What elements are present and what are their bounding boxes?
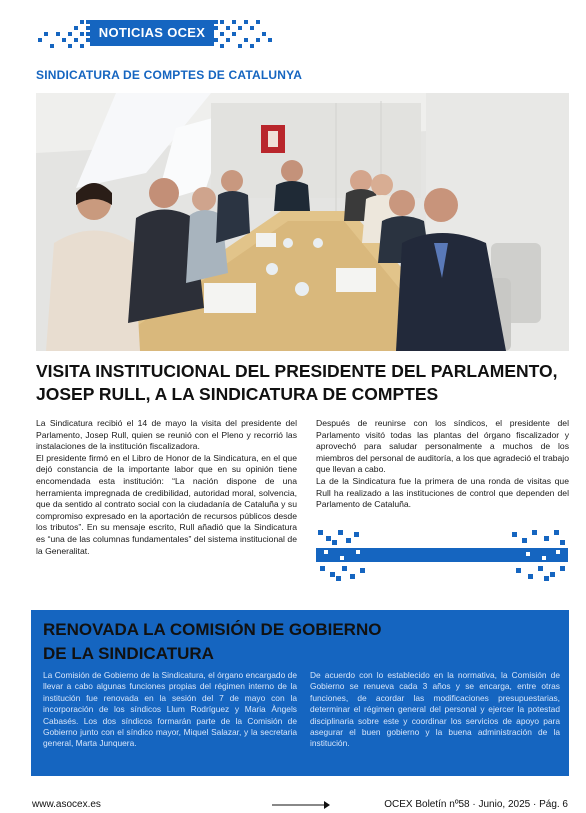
box-title-line2: DE LA SINDICATURA bbox=[43, 644, 214, 663]
arrow-right-icon bbox=[272, 799, 330, 811]
banner-label: NOTICIAS OCEX bbox=[98, 25, 206, 40]
article-headline-line2: JOSEP RULL, A LA SINDICATURA DE COMPTES bbox=[36, 384, 439, 404]
box-paragraph-right: De acuerdo con lo establecido en la normativa, la Comisión de Gobierno se renueva cada 3 años y se encarga, entre otras funciones, de acordar las modificaciones presupuestarias, determinar el régimen general del personal y ejercer la potestad disciplinaria sobre este y coordinar los servicios de apoyo para asegurar el buen gobierno y la buena administración de la institución. bbox=[310, 670, 560, 749]
pixel-decoration-band bbox=[316, 528, 568, 582]
article-column-right bbox=[316, 418, 569, 511]
article-paragraph: La Sindicatura recibió el 14 de mayo la visita del presidente del Parlamento, Josep Rull, quien se reunió con el Pleno y recorrió las instalaciones de la institución fiscalizadora. bbox=[36, 418, 297, 452]
box-title bbox=[43, 618, 543, 666]
box-title-line1: RENOVADA LA COMISIÓN DE GOBIERNO bbox=[43, 620, 382, 639]
article-column-left bbox=[36, 418, 297, 557]
article-paragraph: La de la Sindicatura fue la primera de una ronda de visitas que Rull ha realizado a las instituciones de control que dependen del Parlamento de Cataluña. bbox=[316, 475, 569, 510]
article-headline-line1: VISITA INSTITUCIONAL DEL PRESIDENTE DEL PARLAMENTO, bbox=[36, 361, 558, 381]
banner-pixel-left bbox=[34, 18, 92, 48]
article-paragraph: Después de reunirse con los síndicos, el presidente del Parlamento visitó todas las plantas del órgano fiscalizador y aprovechó para saludar personalmente a muchos de los miembros del personal de auditoría, a los que agradeció el trabajo que llevan a cabo. bbox=[316, 418, 569, 475]
box-paragraph-left: La Comisión de Gobierno de la Sindicatura, el órgano encargado de llevar a cabo algunas funciones propias del régimen interno de la institución fue renovada en la sesión del 7 de mayo con la incorporación de los síndicos Llum Rodríguez y Maria Àngels Cabasés. Los dos síndicos formarán parte de la Comisión de Gobierno junto con el síndico mayor, Miquel Salazar, y la secretaria general, Marta Junquera. bbox=[43, 670, 297, 749]
article-headline bbox=[36, 360, 569, 406]
footer-page-info: OCEX Boletín nº58 · Junio, 2025 · Pág. 6 bbox=[384, 799, 568, 810]
article-paragraph: El presidente firmó en el Libro de Honor de la Sindicatura, en el que dejó constancia de la importante labor que en su opinión tiene encomendada esta institución: “La nación dispone de una herramienta impregnada de credibilidad, autoridad moral, solvencia, que da sentido al contrato social con la ciudadanía de Cataluña y su compromiso expresado en la aportación de recursos públicos desde los tributos”. En su mensaje escrito, Rull añadió que la Sindicatura es “una de las columnas fundamentales” del sistema institucional de la Generalitat. bbox=[36, 452, 297, 556]
footer-website-link[interactable]: www.asocex.es bbox=[32, 799, 101, 810]
section-label: SINDICATURA DE COMPTES DE CATALUNYA bbox=[36, 68, 303, 82]
banner-pixel-right bbox=[214, 18, 274, 48]
meeting-photo bbox=[36, 93, 569, 351]
